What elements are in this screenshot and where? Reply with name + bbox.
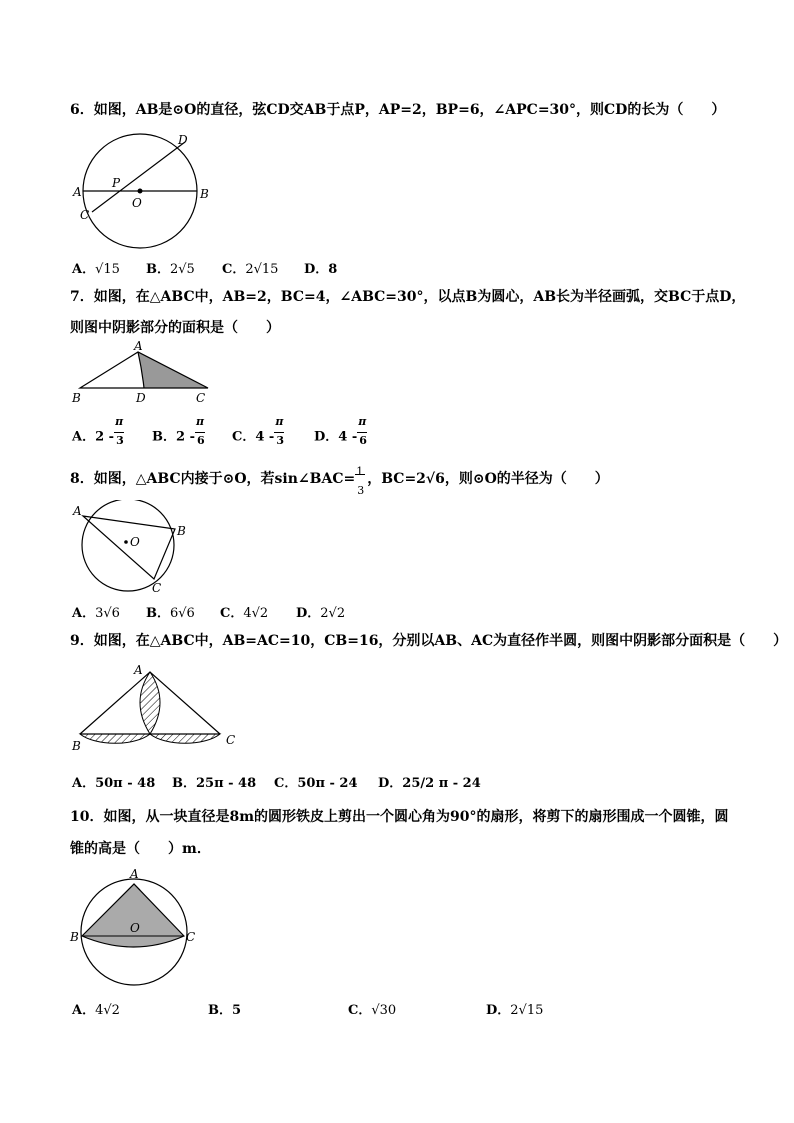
label-a: A: [73, 504, 82, 518]
option-a: A．√15: [72, 262, 120, 277]
label-d: D: [136, 391, 146, 405]
question-8-text: 8．如图，△ABC内接于⊙O，若sin∠BAC= 1 3 ，BC=2√6，则⊙O的半径为（ ）: [70, 465, 609, 497]
question-10-line1: 10．如图，从一块直径是8m的圆形铁皮上剪出一个圆心角为90°的扇形，将剪下的扇形围成一个圆锥，圆: [70, 809, 729, 825]
option-c: C．4√2: [220, 606, 269, 621]
option-c: C．2√15: [222, 262, 279, 277]
label-p: P: [112, 176, 121, 190]
option-b: B．5: [208, 1003, 242, 1018]
question-7-figure: [68, 340, 218, 408]
option-b: B．6√6: [146, 606, 195, 621]
option-c: C．√30: [348, 1003, 397, 1018]
label-c: C: [226, 733, 236, 747]
label-b: B: [200, 187, 209, 201]
label-d: D: [178, 133, 188, 147]
label-o: O: [132, 196, 142, 210]
question-6-text: 6．如图，AB是⊙O的直径，弦CD交AB于点P，AP=2，BP=6，∠APC=30°，则CD的长为（ ）: [70, 102, 726, 118]
option-a: A．4√2: [72, 1003, 120, 1018]
option-c: C．50π - 24: [274, 776, 358, 791]
question-10-line2: 锥的高是（ ）m．: [70, 841, 211, 857]
label-a: A: [130, 867, 139, 881]
option-d: D．25/2 π - 24: [378, 776, 481, 791]
option-a: A．2 - $\frac{\pi}{3}$: [72, 415, 124, 447]
label-b: B: [177, 524, 186, 538]
option-a: A．50π - 48: [72, 776, 156, 791]
label-a: A: [134, 663, 143, 677]
question-9-text: 9．如图，在△ABC中，AB=AC=10，CB=16，分别以AB、AC为直径作半圆，则图中阴影部分面积是（ ）: [70, 633, 788, 649]
option-c: C．4 - $\frac{\pi}{3}$: [232, 415, 284, 447]
question-7-line1: 7．如图，在△ABC中，AB=2，BC=4，∠ABC=30°，以点B为圆心，AB长为半径画弧，交BC于点D，: [70, 289, 746, 305]
label-a: A: [73, 185, 82, 199]
label-b: B: [72, 391, 81, 405]
question-6-figure: [70, 128, 220, 253]
label-a: A: [134, 340, 143, 353]
label-c: C: [152, 581, 162, 595]
option-b: B．2√5: [146, 262, 195, 277]
option-d: D．4 - $\frac{\pi}{6}$: [314, 415, 367, 447]
option-d: D．2√2: [296, 606, 346, 621]
label-b: B: [72, 739, 81, 753]
label-c: C: [80, 208, 90, 222]
option-b: B．2 - $\frac{\pi}{6}$: [152, 415, 205, 447]
option-b: B．25π - 48: [172, 776, 257, 791]
question-7-line2: 则图中阴影部分的面积是（ ）: [70, 320, 280, 336]
question-8-figure: [68, 500, 198, 595]
option-d: D．2√15: [486, 1003, 544, 1018]
option-a: A．3√6: [72, 606, 120, 621]
option-d: D．8: [304, 262, 338, 277]
label-b: B: [70, 930, 79, 944]
label-c: C: [186, 930, 196, 944]
question-9-figure: [68, 662, 248, 757]
label-o: O: [130, 921, 140, 935]
label-o: O: [130, 535, 140, 549]
label-c: C: [196, 391, 206, 405]
question-10-figure: [68, 866, 203, 991]
